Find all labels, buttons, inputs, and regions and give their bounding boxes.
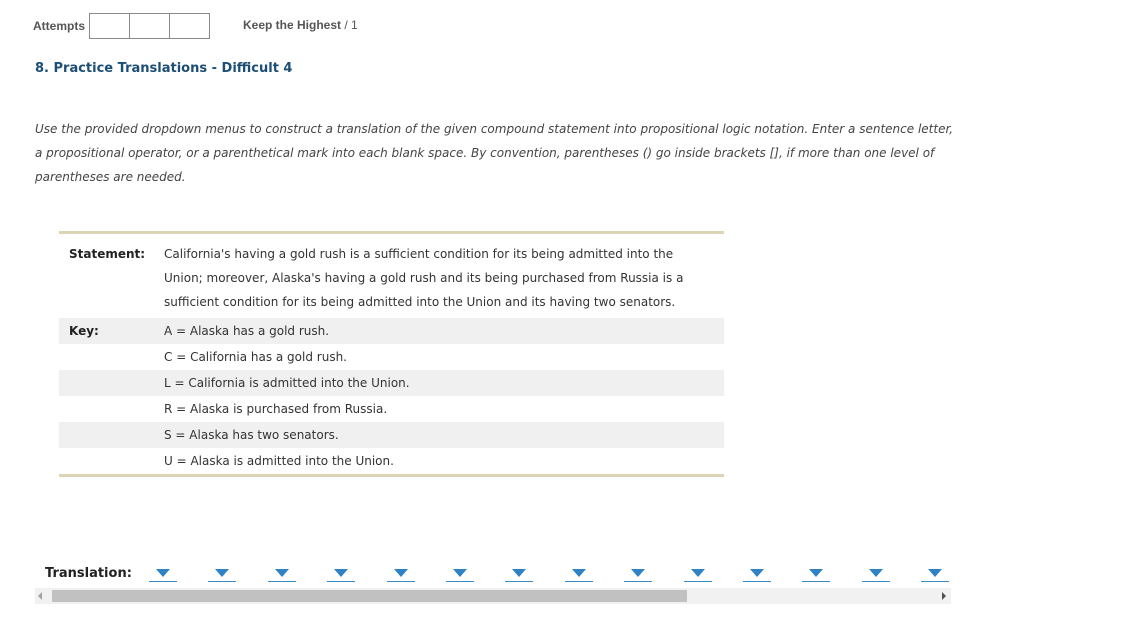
scroll-left-arrow-icon[interactable]	[38, 592, 42, 600]
statement-label: Statement:	[69, 247, 146, 261]
dropdown-arrow-icon	[809, 569, 823, 577]
translation-dropdown[interactable]	[921, 566, 949, 582]
translation-dropdown[interactable]	[684, 566, 712, 582]
translation-dropdown[interactable]	[743, 566, 771, 582]
key-row	[59, 318, 724, 344]
dropdown-arrow-icon	[869, 569, 883, 577]
statement-line: sufficient condition for its being admitted into the Union and its having two senators.	[164, 295, 676, 309]
key-entry: R = Alaska is purchased from Russia.	[164, 402, 388, 416]
attempt-box	[90, 14, 130, 38]
attempt-box	[130, 14, 170, 38]
dropdown-arrow-icon	[334, 569, 348, 577]
instructions: Use the provided dropdown menus to construct a translation of the given compound statement into propositional logic notation. Enter a sentence letter, a propositional operator, or a parenthetical mark into each blank space. By convention, parentheses () go inside brackets [], if more than one level of parentheses are needed.	[35, 122, 954, 184]
translation-dropdowns	[149, 566, 980, 582]
translation-dropdown[interactable]	[624, 566, 652, 582]
score-separator: /	[344, 18, 348, 32]
grading-policy	[243, 18, 358, 32]
key-row	[59, 448, 724, 474]
key-entry: S = Alaska has two senators.	[164, 428, 339, 442]
translation-dropdown[interactable]	[862, 566, 890, 582]
key-entry: U = Alaska is admitted into the Union.	[164, 454, 394, 468]
translation-dropdown[interactable]	[268, 566, 296, 582]
translation-dropdown[interactable]	[208, 566, 236, 582]
dropdown-arrow-icon	[394, 569, 408, 577]
translation-dropdown[interactable]	[565, 566, 593, 582]
key-table	[59, 231, 724, 477]
translation-dropdown[interactable]	[446, 566, 474, 582]
dropdown-arrow-icon	[750, 569, 764, 577]
dropdown-arrow-icon	[453, 569, 467, 577]
attempt-box	[170, 14, 209, 38]
attempt-boxes	[89, 13, 210, 39]
statement-line: Union; moreover, Alaska's having a gold rush and its being purchased from Russia is a	[164, 271, 684, 285]
translation-dropdown[interactable]	[802, 566, 830, 582]
translation-dropdown[interactable]	[505, 566, 533, 582]
key-entry: C = California has a gold rush.	[164, 350, 347, 364]
key-entry: A = Alaska has a gold rush.	[164, 324, 330, 338]
dropdown-arrow-icon	[928, 569, 942, 577]
horizontal-scrollbar[interactable]	[35, 588, 951, 604]
dropdown-arrow-icon	[572, 569, 586, 577]
scrollbar-thumb[interactable]	[52, 590, 687, 602]
attempts-label: Attempts	[33, 18, 86, 33]
key-label: Key:	[69, 324, 99, 338]
scroll-right-arrow-icon[interactable]	[942, 592, 946, 600]
translation-dropdown[interactable]	[149, 566, 177, 582]
question-title: 8. Practice Translations - Difficult 4	[35, 61, 293, 76]
dropdown-arrow-icon	[215, 569, 229, 577]
key-entry: L = California is admitted into the Union.	[164, 376, 410, 390]
dropdown-arrow-icon	[512, 569, 526, 577]
dropdown-arrow-icon	[156, 569, 170, 577]
statement-text	[164, 242, 724, 314]
keep-highest-label: Keep the Highest	[243, 18, 342, 32]
translation-label: Translation:	[45, 566, 132, 581]
score-total: 1	[351, 18, 358, 32]
dropdown-arrow-icon	[275, 569, 289, 577]
translation-dropdown[interactable]	[387, 566, 415, 582]
statement-row	[59, 234, 724, 318]
key-row	[59, 370, 724, 396]
translation-dropdown[interactable]	[327, 566, 355, 582]
dropdown-arrow-icon	[631, 569, 645, 577]
key-row	[59, 344, 724, 370]
key-row	[59, 422, 724, 448]
statement-line: California's having a gold rush is a sufficient condition for its being admitted into the	[164, 247, 674, 261]
key-row	[59, 396, 724, 422]
dropdown-arrow-icon	[691, 569, 705, 577]
attempts-row	[33, 12, 210, 39]
